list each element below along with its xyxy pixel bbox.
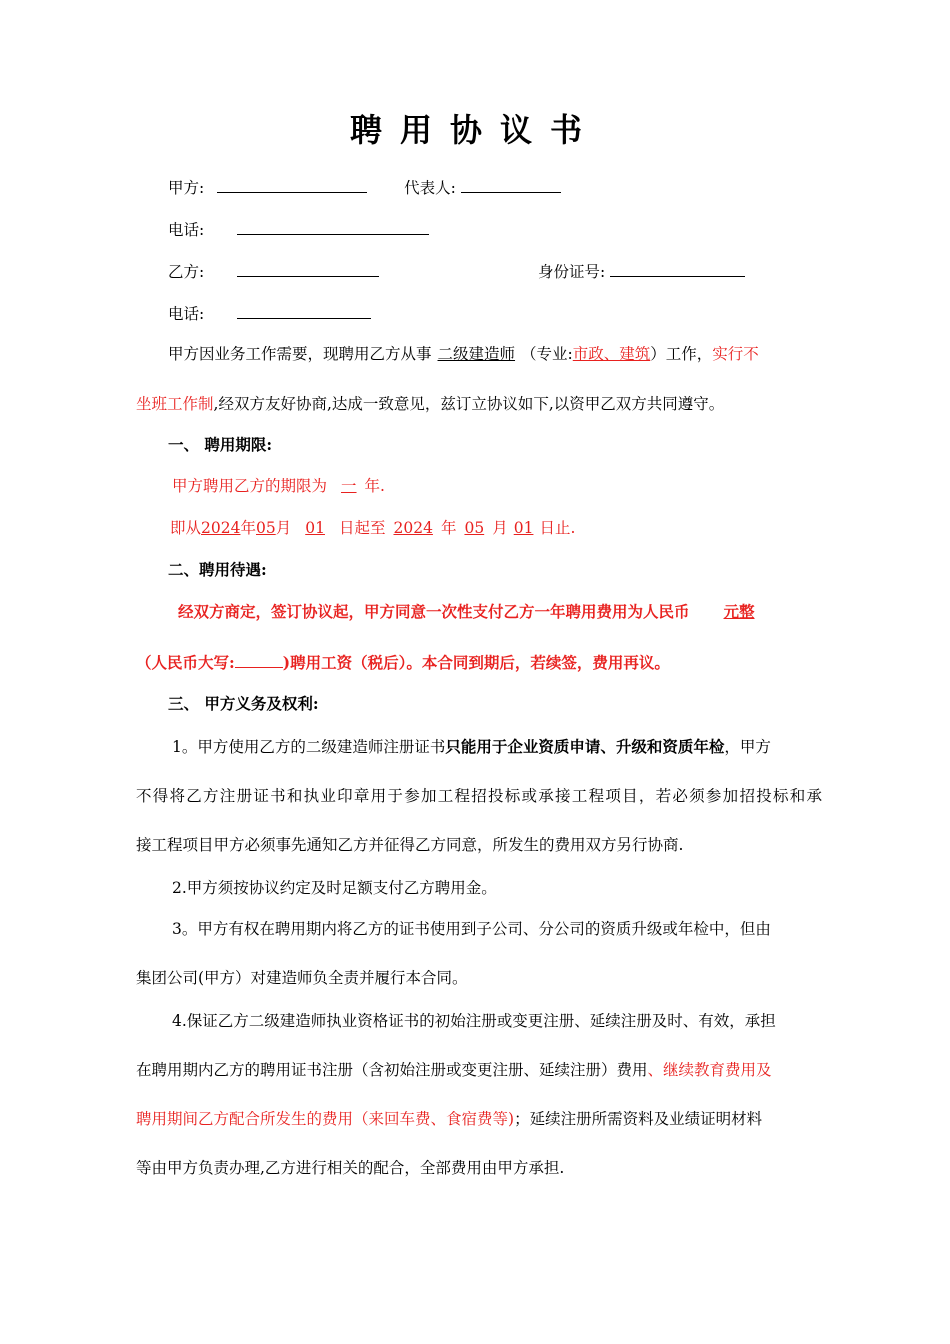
salary-amount: 元整	[723, 602, 755, 621]
end-year: 2024	[393, 519, 433, 537]
phone-a-label: 电话:	[168, 221, 205, 239]
item-4-line-2	[136, 1060, 772, 1080]
item-4-line-4: 等由甲方负责办理,乙方进行相关的配合，全部费用由甲方承担.	[136, 1159, 565, 1177]
intro-text: ）工作，	[650, 345, 713, 363]
period-text: 日起至	[338, 519, 386, 537]
salary-text: )聘用工资（税后）。本合同到期后，若续签，费用再议。	[282, 653, 670, 672]
intro-text: （专业:	[521, 345, 573, 363]
period-line	[170, 518, 575, 538]
job-title: 二级建造师	[437, 345, 516, 363]
page-title: 聘用协议书	[349, 111, 600, 149]
section-2-heading: 二、聘用待遇:	[168, 560, 267, 579]
intro-text: 甲方因业务工作需要，现聘用乙方从事	[168, 345, 432, 363]
end-month: 05	[464, 519, 485, 537]
phone-b-label: 电话:	[168, 305, 205, 323]
item-4-line-3	[136, 1109, 762, 1129]
item-emphasis: 只能用于企业资质申请、升级和资质年检	[445, 737, 725, 756]
phone-a-row	[168, 218, 429, 240]
item-text: ，甲方	[724, 738, 771, 756]
representative-field[interactable]	[461, 176, 561, 193]
id-field[interactable]	[610, 260, 745, 277]
party-a-row	[168, 176, 561, 198]
period-text: 月	[275, 519, 292, 537]
intro-line-2	[136, 394, 724, 414]
period-text: 即从	[170, 519, 202, 537]
work-mode-text: 坐班工作制	[136, 395, 214, 413]
term-text: 甲方聘用乙方的期限为	[172, 477, 328, 495]
salary-uppercase-field[interactable]	[235, 651, 283, 668]
item-red-text: 聘用期间乙方配合所发生的费用（来回车费、食宿费等)	[136, 1110, 515, 1128]
party-a-label: 甲方:	[168, 179, 205, 197]
start-month: 05	[255, 519, 276, 537]
item-1-line-1	[172, 737, 771, 757]
section-3-heading: 三、 甲方义务及权利:	[168, 694, 319, 713]
salary-text: 经双方商定，签订协议起，甲方同意一次性支付乙方一年聘用费用为人民币	[178, 602, 690, 621]
party-b-row	[168, 260, 379, 282]
item-4-line-1: 4.保证乙方二级建造师执业资格证书的初始注册或变更注册、延续注册及时、有效，承担	[172, 1012, 776, 1030]
item-text: ；延续注册所需资料及业绩证明材料	[514, 1110, 763, 1128]
item-text: 1。甲方使用乙方的二级建造师注册证书	[172, 738, 446, 756]
start-day: 01	[305, 519, 325, 537]
item-1-line-3: 接工程项目甲方必须事先通知乙方并征得乙方同意，所发生的费用双方另行协商.	[136, 836, 684, 854]
salary-line-2	[136, 651, 670, 673]
item-1-line-2: 不得将乙方注册证书和执业印章用于参加工程招投标或承接工程项目，若必须参加招投标和承	[136, 787, 822, 805]
phone-a-field[interactable]	[237, 218, 429, 235]
term-line	[172, 476, 385, 496]
start-year: 2024	[201, 519, 241, 537]
term-text: 年.	[364, 477, 385, 495]
section-1-heading: 一、 聘用期限:	[168, 435, 273, 454]
period-text: 月	[492, 519, 508, 537]
party-b-label: 乙方:	[168, 263, 205, 281]
item-3-line-2: 集团公司(甲方）对建造师负全责并履行本合同。	[136, 969, 468, 987]
id-row	[538, 260, 745, 282]
representative-label: 代表人:	[404, 179, 456, 197]
item-3-line-1: 3。甲方有权在聘用期内将乙方的证书使用到子公司、分公司的资质升级或年检中，但由	[172, 920, 771, 938]
specialty: 市政、建筑	[572, 345, 651, 363]
salary-text: （人民币大写:	[136, 653, 235, 672]
period-text: 年	[240, 519, 256, 537]
intro-text: ,经双方友好协商,达成一致意见，兹订立协议如下,以资甲乙双方共同遵守。	[213, 395, 725, 413]
item-2: 2.甲方须按协议约定及时足额支付乙方聘用金。	[172, 879, 497, 897]
salary-line-1	[178, 602, 755, 622]
id-label: 身份证号:	[538, 263, 606, 281]
party-b-field[interactable]	[237, 260, 379, 277]
end-day: 01	[513, 519, 534, 537]
term-years: 一	[341, 477, 357, 495]
work-mode-text: 实行不	[712, 345, 759, 363]
period-text: 日止.	[539, 519, 576, 537]
item-text: 在聘用期内乙方的聘用证书注册（含初始注册或变更注册、延续注册）费用	[136, 1061, 648, 1079]
phone-b-row	[168, 302, 371, 324]
period-text: 年	[440, 519, 457, 537]
party-a-field[interactable]	[217, 176, 367, 193]
intro-line-1	[168, 344, 759, 364]
item-red-text: 、继续教育费用及	[647, 1061, 772, 1079]
phone-b-field[interactable]	[237, 302, 371, 319]
